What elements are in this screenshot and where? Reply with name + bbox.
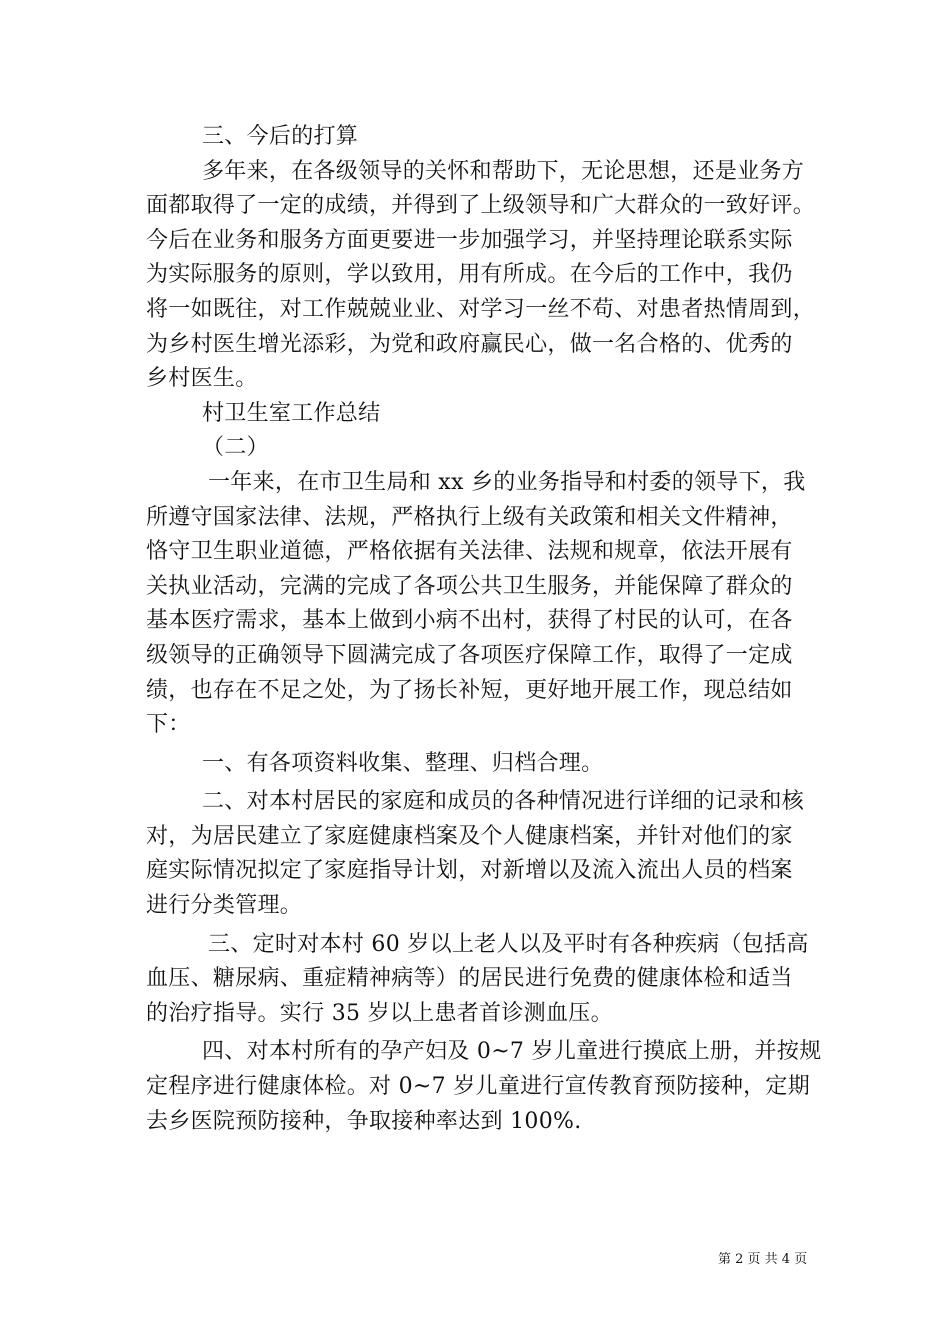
paragraph-line: 今后在业务和服务方面更要进一步加强学习，并坚持理论联系实际: [146, 227, 793, 253]
paragraph-line: 多年来，在各级领导的关怀和帮助下，无论思想，还是业务方: [202, 158, 805, 184]
paragraph-line: 定程序进行健康体检。对 0~7 岁儿童进行宣传教育预防接种，定期: [146, 1074, 811, 1100]
list-item: 二、对本村居民的家庭和成员的各种情况进行详细的记录和核: [202, 789, 805, 815]
paragraph-line: 为实际服务的原则，学以致用，用有所成。在今后的工作中，我仍: [146, 262, 793, 288]
page-number: 第 2 页 共 4 页: [718, 1252, 808, 1267]
document-title: 村卫生室工作总结: [202, 400, 381, 426]
paragraph-line: 恪守卫生职业道德，严格依据有关法律、法规和规章，依法开展有: [146, 539, 793, 565]
paragraph-line: 面都取得了一定的成绩，并得到了上级领导和广大群众的一致好评。: [146, 193, 816, 219]
list-item: 三、定时对本村 60 岁以上老人以及平时有各种疾病（包括高: [208, 931, 809, 957]
paragraph-line: 去乡医院预防接种，争取接种率达到 100%.: [146, 1108, 582, 1134]
paragraph-line: 将一如既往，对工作兢兢业业、对学习一丝不苟、对患者热情周到，: [146, 296, 816, 322]
paragraph-line: 下：: [146, 712, 191, 738]
paragraph-line: 进行分类管理。: [146, 893, 303, 919]
paragraph-line: 血压、糖尿病、重症精神病等）的居民进行免费的健康体检和适当: [146, 966, 793, 992]
paragraph-line: 绩，也存在不足之处，为了扬长补短，更好地开展工作，现总结如: [146, 677, 793, 703]
list-item: 四、对本村所有的孕产妇及 0~7 岁儿童进行摸底上册，并按规: [202, 1039, 822, 1065]
document-subtitle: （二）: [202, 435, 269, 461]
paragraph-line: 为乡村医生增光添彩，为党和政府赢民心，做一名合格的、优秀的: [146, 331, 793, 357]
paragraph-line: 一年来，在市卫生局和 xx 乡的业务指导和村委的领导下，我: [208, 469, 806, 495]
paragraph-line: 的治疗指导。实行 35 岁以上患者首诊测血压。: [146, 1000, 613, 1026]
section-heading: 三、今后的打算: [202, 124, 359, 149]
list-item: 一、有各项资料收集、整理、归档合理。: [202, 750, 604, 776]
paragraph-line: 庭实际情况拟定了家庭指导计划，对新增以及流入流出人员的档案: [146, 858, 793, 884]
paragraph-line: 乡村医生。: [146, 366, 258, 392]
document-body: [146, 120, 822, 1139]
paragraph-line: 级领导的正确领导下圆满完成了各项医疗保障工作，取得了一定成: [146, 642, 793, 668]
paragraph-line: 所遵守国家法律、法规，严格执行上级有关政策和相关文件精神，: [146, 504, 793, 530]
paragraph-line: 基本医疗需求，基本上做到小病不出村，获得了村民的认可，在各: [146, 608, 793, 634]
paragraph-line: 对，为居民建立了家庭健康档案及个人健康档案，并针对他们的家: [146, 823, 793, 849]
paragraph-line: 关执业活动，完满的完成了各项公共卫生服务，并能保障了群众的: [146, 573, 793, 599]
